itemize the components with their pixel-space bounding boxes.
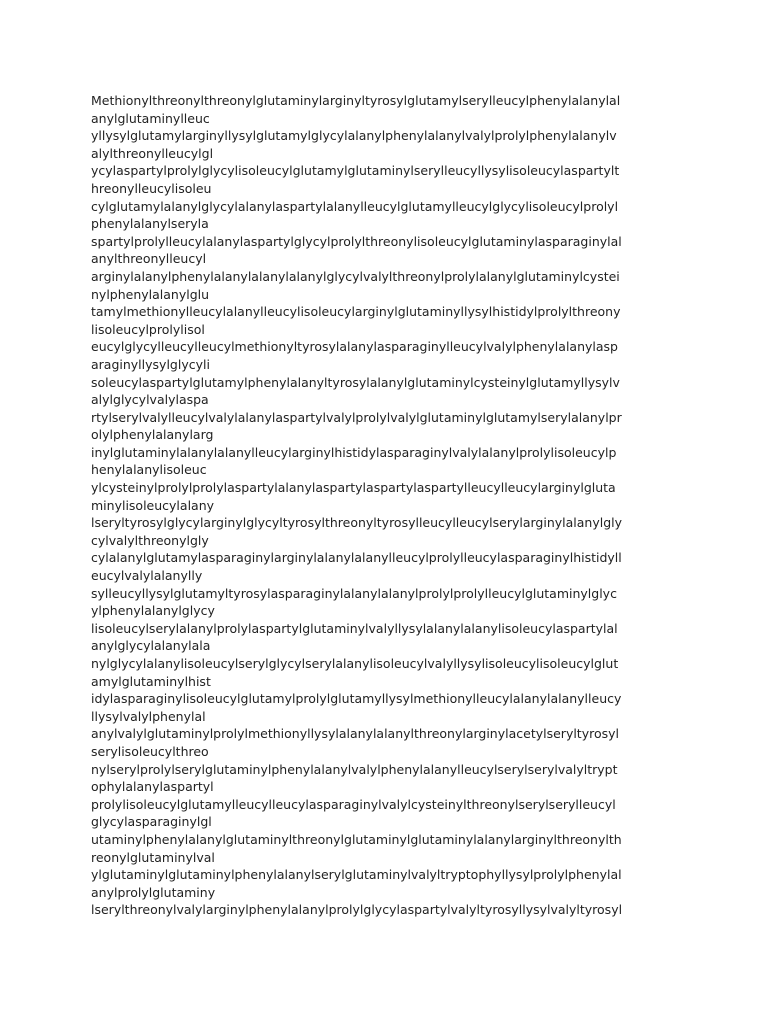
text-line: alylthreonylleucylgl (91, 145, 214, 161)
text-line: spartylprolylleucylalanylaspartylglycylprolylthreonylisoleucylglutaminylasparaginylal (91, 233, 622, 249)
text-line: minylisoleucylalany (91, 497, 215, 513)
text-line: glycylasparaginylgl (91, 814, 212, 830)
text-line: soleucylaspartylglutamylphenylalanyltyrosylalanylglutaminylcysteinylglutamyllysylv (91, 374, 620, 390)
text-line: cylglutamylalanylglycylalanylaspartylalanylleucylglutamylleucylglycylisoleucylprolyl (91, 198, 619, 214)
text-line: anylglutaminylleuc (91, 110, 210, 126)
text-line: lseryltyrosylglycylarginylglycyltyrosylthreonyltyrosylleucylleucylserylarginylalanylgly (91, 515, 622, 531)
text-line: tamylmethionylleucylalanylleucylisoleucylarginylglutaminyllysylhistidylprolylthreony (91, 304, 621, 320)
text-line: utaminylphenylalanylglutaminylthreonylglutaminylglutaminylalanylarginylthreonylth (91, 831, 622, 847)
text-line: eucylglycylleucylleucylmethionyltyrosylalanylasparaginylleucylvalylphenylalanylasp (91, 339, 618, 355)
text-line: henylalanylisoleuc (91, 462, 207, 478)
text-line: ylcysteinylprolylprolylaspartylalanylaspartylaspartylaspartylleucylleucylarginylgluta (91, 480, 616, 496)
text-line: ylglutaminylglutaminylphenylalanylserylglutaminylvalyltryptophyllysylprolylphenylal (91, 867, 622, 883)
text-line: araginyllysylglycyli (91, 356, 210, 372)
text-line: prolylisoleucylglutamylleucylleucylasparaginylvalylcysteinylthreonylserylserylleucyl (91, 796, 616, 812)
text-line: cylalanylglutamylasparaginylarginylalanylalanylleucylprolylleucylasparaginylhistidyll (91, 550, 622, 566)
text-line: rtylserylvalylleucylvalylalanylaspartylvalylprolylvalylglutaminylglutamylserylalanylpr (91, 409, 622, 425)
body-text (91, 92, 691, 919)
text-line: lisoleucylserylalanylprolylaspartylglutaminylvalyllysylalanylalanylisoleucylaspartylal (91, 620, 618, 636)
text-line: amylglutaminylhist (91, 673, 211, 689)
text-line: sylleucyllysylglutamyltyrosylasparaginylalanylalanylprolylprolylleucylglutaminylglyc (91, 585, 617, 601)
text-line: Methionylthreonylthreonylglutaminylarginyltyrosylglutamylserylleucylphenylalanylal (91, 93, 621, 108)
text-line: eucylvalylalanylly (91, 568, 203, 584)
text-line: anylprolylglutaminy (91, 884, 216, 900)
text-line: idylasparaginylisoleucylglutamylprolylglutamyllysylmethionylleucylalanylalanylleucy (91, 691, 622, 707)
text-line: ophylalanylaspartyl (91, 779, 214, 795)
text-line: hreonylleucylisoleu (91, 180, 212, 196)
text-line: llysylvalylphenylal (91, 708, 206, 724)
text-line: serylisoleucylthreo (91, 743, 209, 759)
text-line: anylthreonylleucyl (91, 251, 207, 267)
text-line: nylserylprolylserylglutaminylphenylalanylvalylphenylalanylleucylserylserylvalyltrypt (91, 761, 618, 777)
text-line: ycylaspartylprolylglycylisoleucylglutamylglutaminylserylleucyllysylisoleucylaspartylt (91, 163, 620, 179)
text-line: phenylalanylseryla (91, 216, 209, 232)
text-line: lserylthreonylvalylarginylphenylalanylprolylglycylaspartylvalyltyrosyllysylvalyltyrosyl (91, 902, 623, 918)
text-line: reonylglutaminylval (91, 849, 215, 865)
text-line: anylglycylalanylala (91, 638, 211, 654)
text-line: alylglycylvalylaspa (91, 392, 209, 408)
text-line: yllysylglutamylarginyllysylglutamylglycylalanylphenylalanylvalylprolylphenylalanylv (91, 128, 617, 144)
text-line: anylvalylglutaminylprolylmethionyllysylalanylalanylthreonylarginylacetylseryltyrosyl (91, 726, 620, 742)
text-line: olylphenylalanylarg (91, 427, 214, 443)
text-line: inylglutaminylalanylalanylleucylarginylhistidylasparaginylvalylalanylprolylisoleucylp (91, 444, 617, 460)
text-line: lisoleucylprolylisol (91, 321, 205, 337)
text-line: ylphenylalanylglycy (91, 603, 215, 619)
text-line: cylvalylthreonylgly (91, 532, 209, 548)
text-line: nylphenylalanylglu (91, 286, 210, 302)
text-line: arginylalanylphenylalanylalanylalanylglycylvalylthreonylprolylalanylglutaminylcystei (91, 268, 620, 284)
text-line: nylglycylalanylisoleucylserylglycylserylalanylisoleucylvalyllysylisoleucylisoleucylglut (91, 656, 619, 671)
